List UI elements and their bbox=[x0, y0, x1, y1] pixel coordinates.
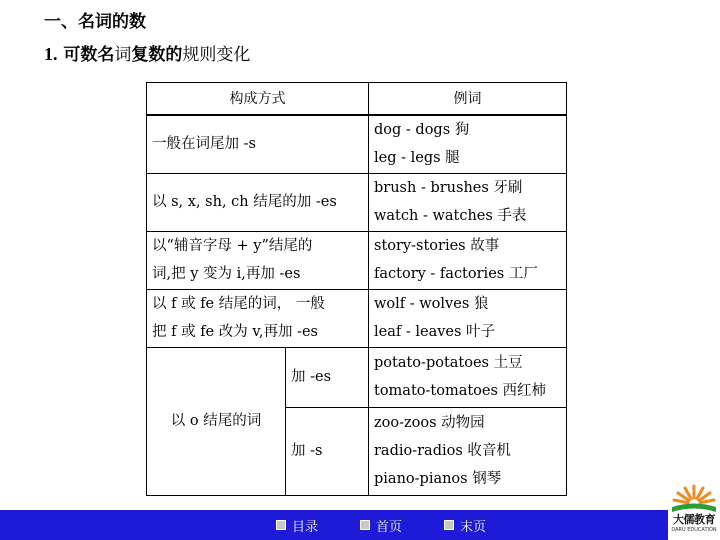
footer-nav-bar bbox=[0, 510, 720, 540]
subsection-title-part1: 可数名 bbox=[63, 45, 115, 65]
example-line: leg - legs 腿 bbox=[374, 150, 460, 167]
table-row bbox=[147, 115, 567, 173]
brand-logo bbox=[668, 482, 720, 540]
example-line: wolf - wolves 狼 bbox=[374, 296, 489, 312]
example-line: dog - dogs 狗 bbox=[374, 122, 470, 139]
examples-cell bbox=[369, 173, 567, 231]
nav-contents-button[interactable] bbox=[276, 510, 318, 540]
table-row bbox=[147, 289, 567, 347]
header-formation: 构成方式 bbox=[147, 83, 369, 116]
header-examples: 例词 bbox=[369, 83, 567, 116]
sunrise-book-icon bbox=[668, 482, 720, 514]
rule-cell bbox=[147, 231, 369, 289]
table-header-row bbox=[147, 83, 567, 116]
example-line: piano-pianos 钢琴 bbox=[374, 471, 502, 487]
rule-line: 一般在词尾加 -s bbox=[152, 136, 256, 153]
square-icon bbox=[444, 520, 454, 530]
rule-cell bbox=[147, 289, 369, 347]
rule-line: 词,把 y 变为 i,再加 -es bbox=[152, 266, 301, 282]
examples-cell bbox=[369, 347, 567, 407]
square-icon bbox=[360, 520, 370, 530]
examples-cell bbox=[369, 115, 567, 173]
rule-line: 以 s, x, sh, ch 结尾的加 -es bbox=[152, 194, 337, 210]
table-row bbox=[147, 231, 567, 289]
subsection-title-part2: 词 bbox=[114, 45, 132, 65]
examples-cell bbox=[369, 231, 567, 289]
nav-label: 末页 bbox=[460, 519, 487, 535]
example-line: zoo-zoos 动物园 bbox=[374, 415, 485, 431]
square-icon bbox=[276, 520, 286, 530]
o-rule-cell: 以 o 结尾的词 bbox=[147, 347, 286, 495]
example-line: watch - watches 手表 bbox=[374, 208, 527, 224]
example-line: potato-potatoes 土豆 bbox=[374, 355, 523, 371]
example-line: brush - brushes 牙刷 bbox=[374, 180, 523, 196]
example-line: leaf - leaves 叶子 bbox=[374, 324, 496, 340]
examples-cell bbox=[369, 289, 567, 347]
plural-rules-table bbox=[146, 82, 567, 496]
rule-cell bbox=[147, 173, 369, 231]
nav-last-page-button[interactable] bbox=[444, 510, 486, 540]
section-heading: 一、名词的数 bbox=[44, 12, 146, 32]
logo-text: 大儒教育 bbox=[673, 513, 715, 526]
subsection-title-part4: 规则变化 bbox=[182, 45, 251, 65]
rule-line: 以“辅音字母 + y”结尾的 bbox=[152, 238, 313, 254]
example-line: story-stories 故事 bbox=[374, 238, 500, 254]
nav-label: 目录 bbox=[292, 519, 319, 535]
table-row bbox=[147, 173, 567, 231]
logo-subtext: DARU EDUCATION bbox=[671, 527, 717, 533]
subsection-number: 1. bbox=[44, 44, 58, 64]
example-line: tomato-tomatoes 西红柿 bbox=[374, 383, 547, 399]
subsection-heading bbox=[44, 42, 250, 67]
suffix-cell: 加 -s bbox=[286, 407, 369, 495]
rule-line: 以 f 或 fe 结尾的词， 一般 bbox=[152, 296, 325, 312]
nav-first-page-button[interactable] bbox=[360, 510, 402, 540]
suffix-cell: 加 -es bbox=[286, 347, 369, 407]
example-line: factory - factories 工厂 bbox=[374, 266, 538, 282]
nav-label: 首页 bbox=[376, 519, 403, 535]
subsection-title-part3: 复数的 bbox=[131, 45, 183, 65]
rule-cell bbox=[147, 115, 369, 173]
table-row bbox=[147, 347, 567, 407]
examples-cell bbox=[369, 407, 567, 495]
rule-line: 把 f 或 fe 改为 v,再加 -es bbox=[152, 324, 318, 340]
example-line: radio-radios 收音机 bbox=[374, 443, 511, 459]
